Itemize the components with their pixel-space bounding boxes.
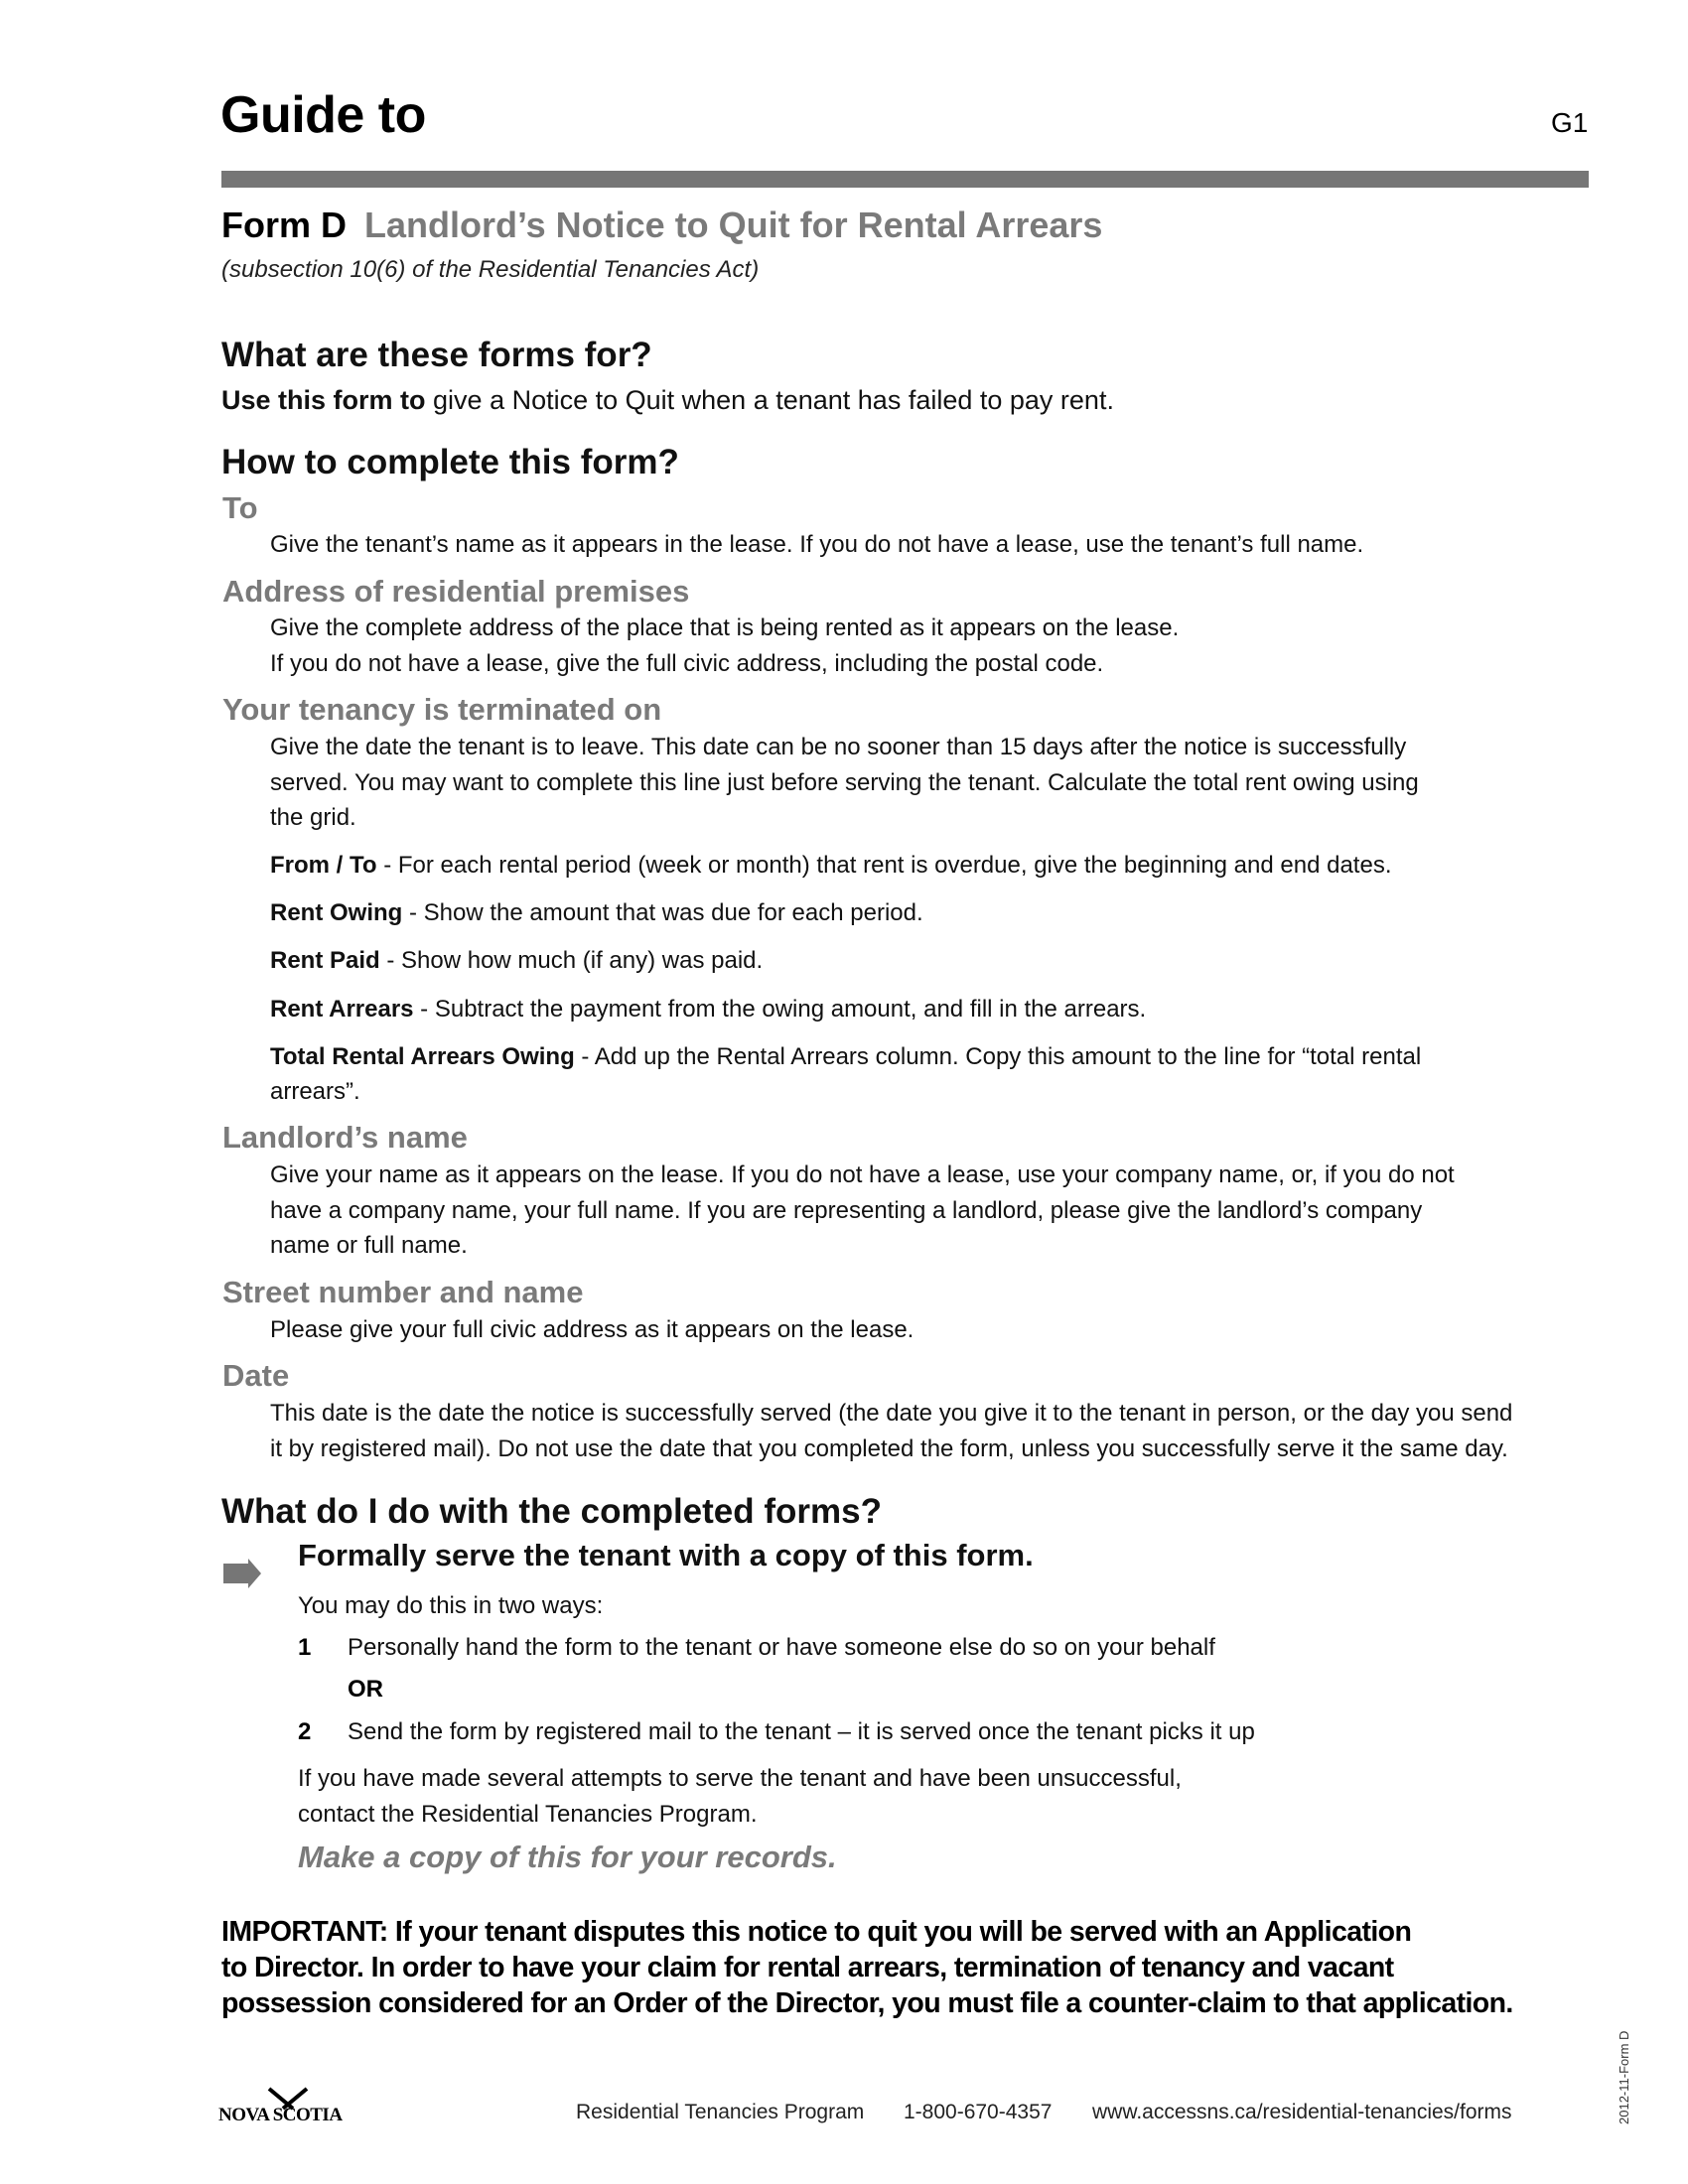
purpose-heading: What are these forms for? xyxy=(221,336,652,374)
section-text-terminated-2: served. You may want to complete this line just before serving the tenant. Calculate the total rent owing using xyxy=(270,769,1419,796)
section-text-landlord-2: have a company name, your full name. If you are representing a landlord, please give the landlord’s company xyxy=(270,1197,1423,1224)
grid-term: Rent Owing xyxy=(270,899,403,926)
grid-item-rent-owing xyxy=(270,899,923,927)
form-subsection: (subsection 10(6) of the Residential Tenancies Act) xyxy=(221,256,760,283)
section-text-address-2: If you do not have a lease, give the full civic address, including the postal code. xyxy=(270,650,1104,677)
grid-item-total-arrears-continuation: arrears”. xyxy=(270,1078,360,1105)
section-text-landlord-3: name or full name. xyxy=(270,1232,468,1259)
option-text: Personally hand the form to the tenant or have someone else do so on your behalf xyxy=(348,1634,1215,1661)
section-label-date: Date xyxy=(222,1358,290,1393)
unsuccessful-text-1: If you have made several attempts to serve the tenant and have been unsuccessful, xyxy=(298,1765,1182,1792)
section-label-to: To xyxy=(222,490,258,525)
important-line-2: to Director. In order to have your claim for rental arrears, termination of tenancy and vacant xyxy=(221,1952,1394,1983)
serve-intro: You may do this in two ways: xyxy=(298,1592,604,1619)
unsuccessful-text-2: contact the Residential Tenancies Program. xyxy=(298,1801,758,1828)
page-title: Guide to xyxy=(220,86,426,144)
form-version-code: 2012-11-Form D xyxy=(1617,2030,1631,2124)
section-label-landlord-name: Landlord’s name xyxy=(222,1120,468,1155)
grid-desc: - Show the amount that was due for each period. xyxy=(402,899,923,926)
form-name: Landlord’s Notice to Quit for Rental Arrears xyxy=(364,205,1103,245)
section-text-to: Give the tenant’s name as it appears in the lease. If you do not have a lease, use the tenant’s full name. xyxy=(270,531,1364,558)
purpose-lead-text: give a Notice to Quit when a tenant has failed to pay rent. xyxy=(425,385,1114,415)
grid-item-rent-paid xyxy=(270,947,763,975)
section-label-address: Address of residential premises xyxy=(222,574,690,609)
grid-term: Rent Arrears xyxy=(270,996,414,1023)
grid-desc: - Show how much (if any) was paid. xyxy=(379,947,764,974)
section-label-terminated: Your tenancy is terminated on xyxy=(222,692,662,727)
copy-note: Make a copy of this for your records. xyxy=(298,1840,837,1874)
option-text: Send the form by registered mail to the tenant – it is served once the tenant picks it up xyxy=(348,1718,1255,1745)
section-text-date-1: This date is the date the notice is successfully served (the date you give it to the tenant in person, or the day you send xyxy=(270,1400,1513,1427)
logo-text: NOVA SCOTIA xyxy=(218,2105,343,2125)
section-label-street: Street number and name xyxy=(222,1275,584,1309)
option-number: 2 xyxy=(298,1718,312,1745)
section-text-terminated-3: the grid. xyxy=(270,804,356,831)
footer-phone: 1-800-670-4357 xyxy=(904,2101,1053,2123)
nova-scotia-logo xyxy=(218,2085,357,2129)
grid-term: Total Rental Arrears Owing xyxy=(270,1043,575,1070)
option-number: 1 xyxy=(298,1634,312,1661)
important-line-3: possession considered for an Order of the Director, you must file a counter-claim to that application. xyxy=(221,1987,1513,2019)
section-text-date-2: it by registered mail). Do not use the date that you completed the form, unless you successfully serve it the same day. xyxy=(270,1435,1508,1462)
how-to-heading: How to complete this form? xyxy=(221,443,679,481)
grid-term: Rent Paid xyxy=(270,947,380,974)
grid-item-total-arrears xyxy=(270,1043,1421,1071)
grid-item-from-to xyxy=(270,852,1391,880)
form-code: Form D xyxy=(221,205,347,245)
section-text-address-1: Give the complete address of the place that is being rented as it appears on the lease. xyxy=(270,614,1180,641)
footer-url[interactable]: www.accessns.ca/residential-tenancies/forms xyxy=(1092,2101,1512,2123)
grid-desc: - For each rental period (week or month) that rent is overdue, give the beginning and end dates. xyxy=(376,852,1392,879)
form-title xyxy=(221,205,1102,246)
page-number: G1 xyxy=(1551,107,1589,138)
header-divider-bar xyxy=(221,171,1589,188)
grid-desc: - Add up the Rental Arrears column. Copy this amount to the line for “total rental xyxy=(574,1043,1422,1070)
grid-desc: - Subtract the payment from the owing amount, and fill in the arrears. xyxy=(413,996,1147,1023)
right-arrow-icon xyxy=(223,1559,261,1588)
important-line-1: IMPORTANT: If your tenant disputes this notice to quit you will be served with an Application xyxy=(221,1916,1412,1948)
purpose-text xyxy=(221,385,1114,416)
completed-heading: What do I do with the completed forms? xyxy=(221,1492,882,1531)
section-text-terminated-1: Give the date the tenant is to leave. This date can be no sooner than 15 days after the notice is successfully xyxy=(270,734,1407,760)
section-text-landlord-1: Give your name as it appears on the lease. If you do not have a lease, use your company name, or, if you do not xyxy=(270,1161,1455,1188)
or-label: OR xyxy=(348,1676,383,1703)
grid-item-rent-arrears xyxy=(270,996,1146,1024)
grid-term: From / To xyxy=(270,852,377,879)
section-text-street: Please give your full civic address as it appears on the lease. xyxy=(270,1316,914,1343)
purpose-lead-bold: Use this form to xyxy=(221,385,426,415)
serve-instruction: Formally serve the tenant with a copy of this form. xyxy=(298,1538,1034,1572)
footer-program: Residential Tenancies Program xyxy=(576,2101,865,2123)
